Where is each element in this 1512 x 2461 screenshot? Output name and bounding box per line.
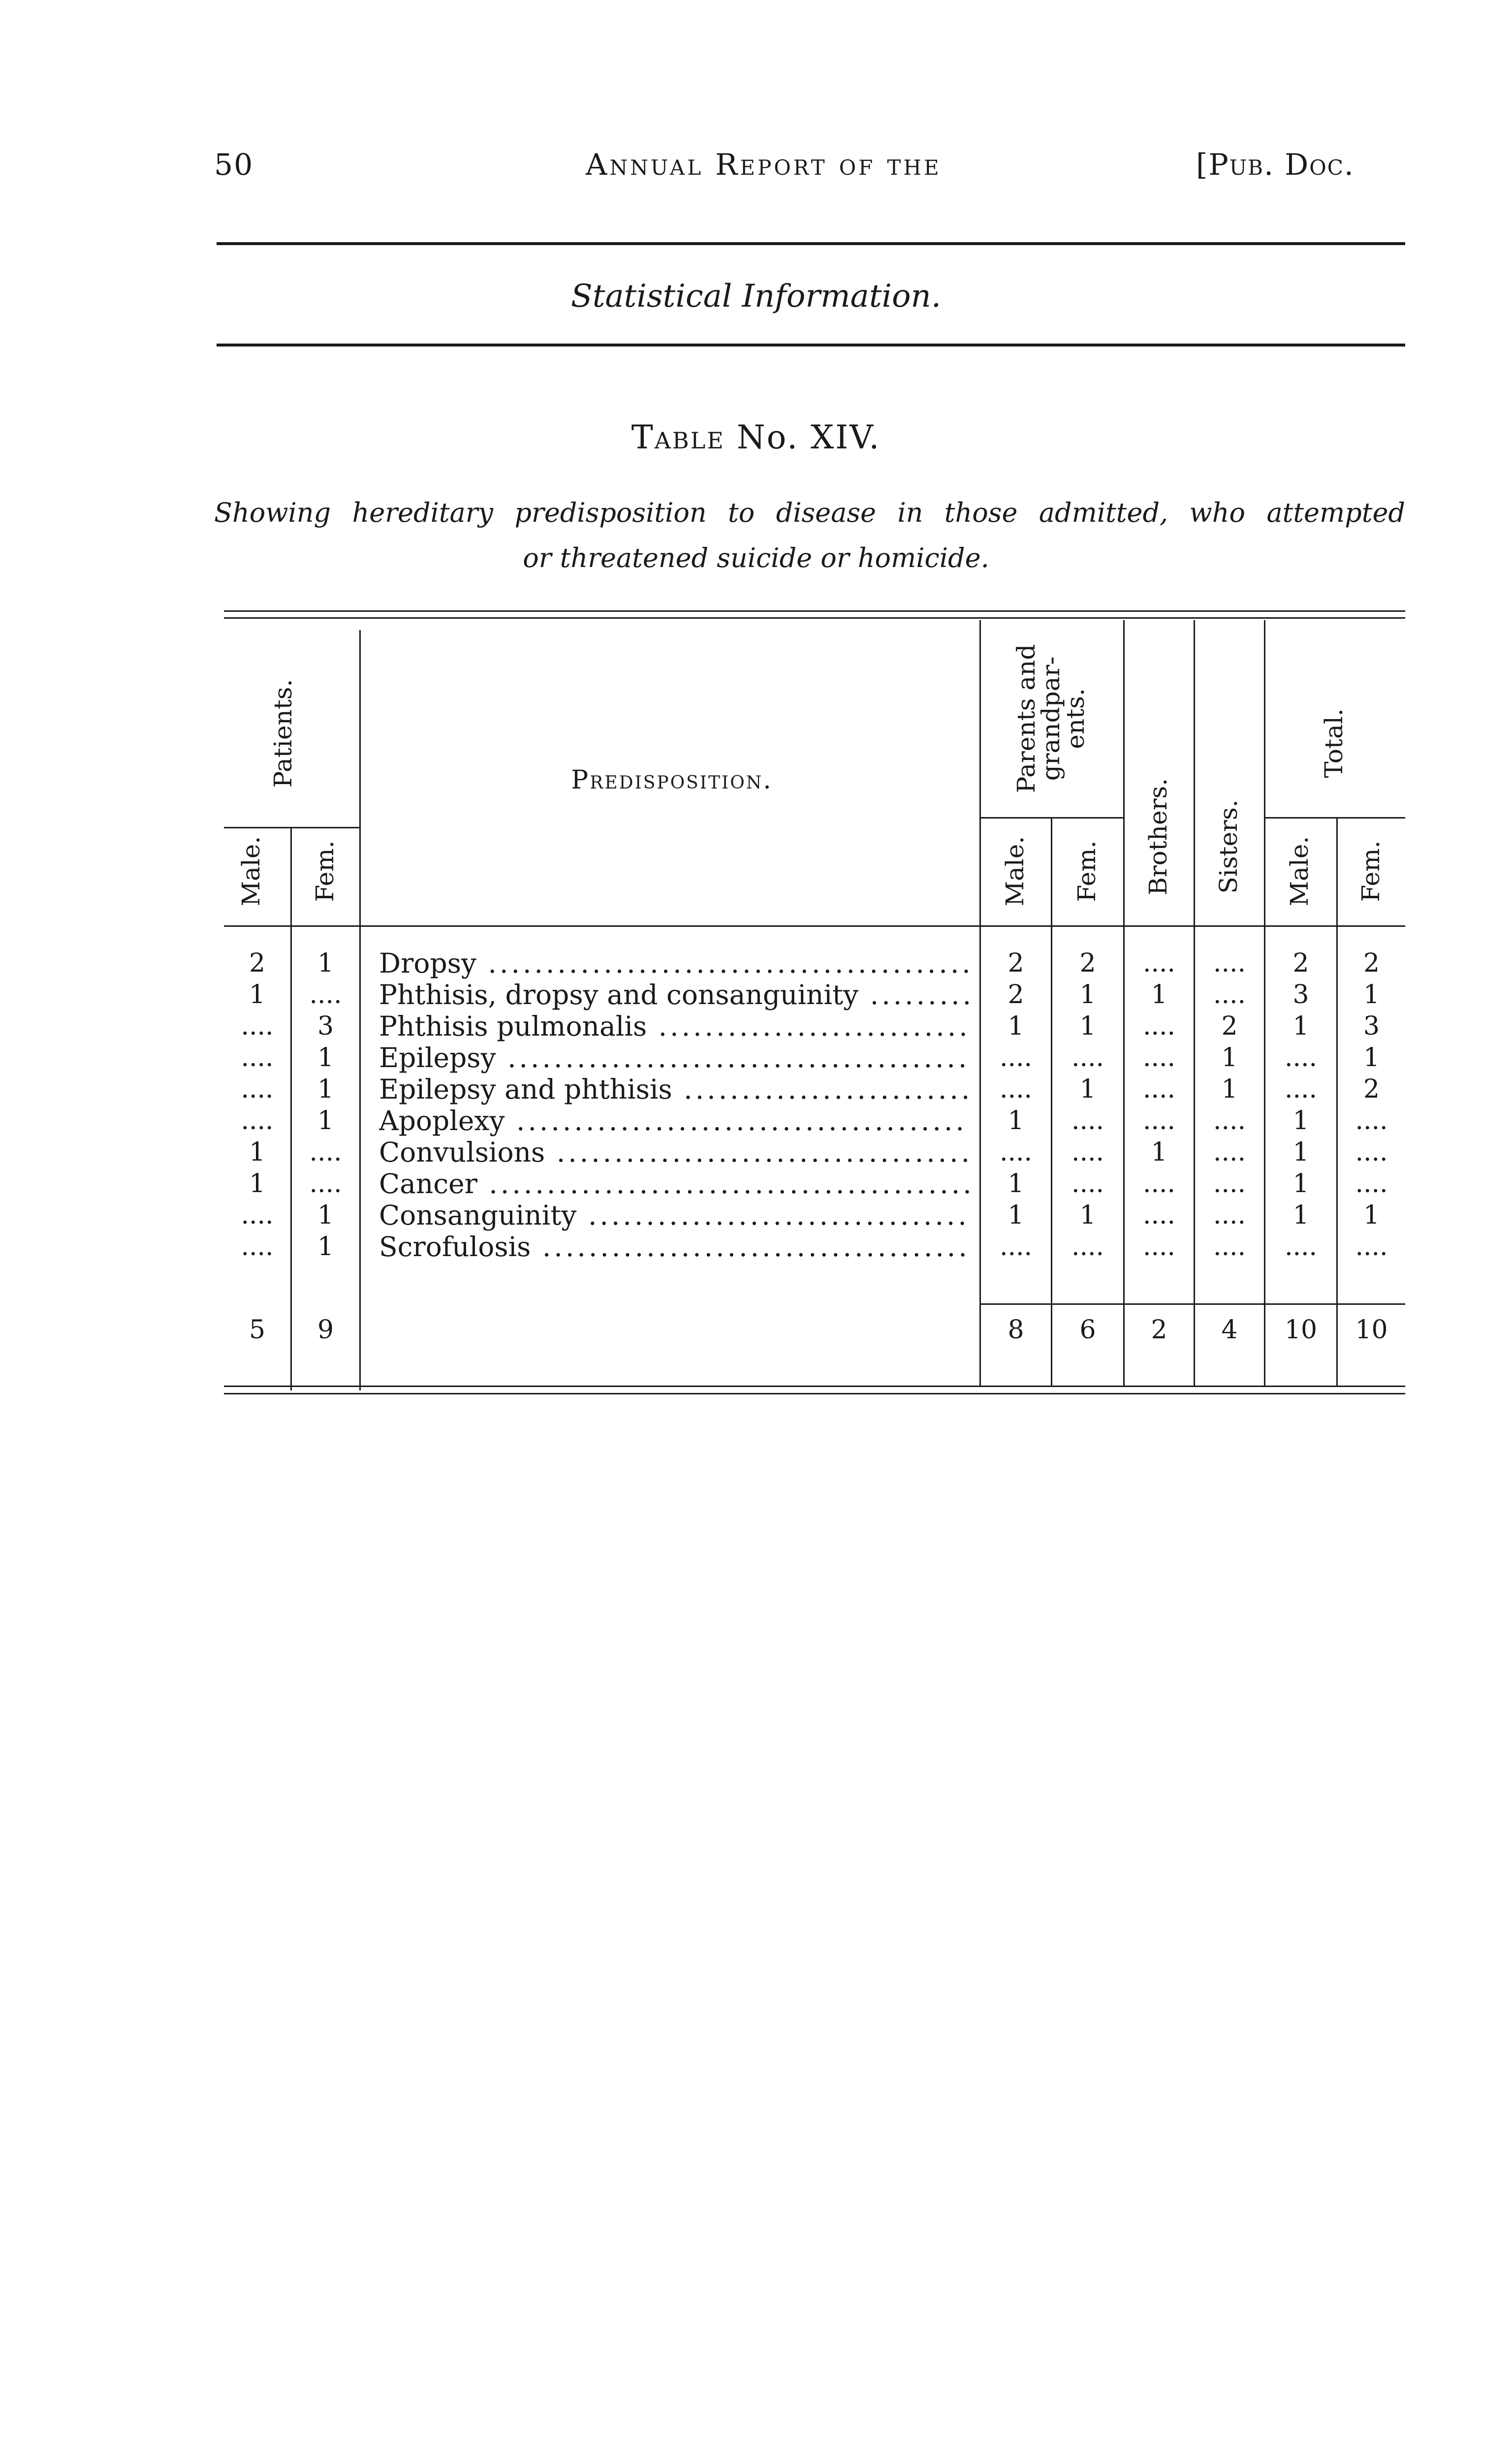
sisters-header: Sisters.	[1214, 799, 1243, 894]
cell-pm: ....	[241, 1074, 274, 1104]
cell-tm: ....	[1284, 1043, 1318, 1073]
cell-parm: 1	[1008, 1200, 1024, 1230]
cell-parf: 1	[1079, 980, 1096, 1010]
cell-bro: ....	[1142, 948, 1176, 978]
brothers-header: Brothers.	[1144, 778, 1172, 896]
cell-parf: ....	[1071, 1169, 1104, 1199]
patients-male-header: Male.	[237, 836, 265, 907]
cell-sis: ....	[1213, 980, 1246, 1010]
cell-pf: 1	[317, 1232, 334, 1262]
cell-tf: 1	[1363, 1200, 1380, 1230]
cell-parm: ....	[999, 1043, 1033, 1073]
cell-tf: 1	[1363, 1043, 1380, 1073]
top-rule	[217, 242, 1405, 245]
cell-tf: 1	[1363, 980, 1380, 1010]
cell-pf: 1	[317, 1106, 334, 1136]
patients-header: Patients.	[269, 679, 297, 788]
cell-parf: 1	[1079, 1011, 1096, 1041]
cell-pm: ....	[241, 1200, 274, 1230]
cell-bro: ....	[1142, 1011, 1176, 1041]
cell-parf: ....	[1071, 1106, 1104, 1136]
cell-parf: ....	[1071, 1043, 1104, 1073]
running-title: Annual Report of the	[586, 148, 942, 182]
cell-parf: 1	[1079, 1200, 1096, 1230]
document-reference: [Pub. Doc.	[1196, 148, 1354, 182]
total-bro: 2	[1151, 1315, 1167, 1345]
cell-pm: 1	[249, 980, 266, 1010]
cell-pf: 1	[317, 948, 334, 978]
cell-parm: 2	[1008, 980, 1024, 1010]
total-fem-header: Fem.	[1356, 840, 1385, 902]
predisposition-label: Apoplexy .....	[379, 1105, 970, 1136]
cell-pm: ....	[241, 1011, 274, 1041]
table-bottom-rule-2	[224, 1393, 1405, 1394]
total-parm: 8	[1008, 1315, 1024, 1345]
header-bottom-rule	[224, 925, 1405, 927]
predisposition-label: Cancer .....	[379, 1168, 970, 1199]
cell-sis: ....	[1213, 1232, 1246, 1262]
parents-male-header: Male.	[1001, 836, 1029, 907]
total-subheader-rule	[1264, 817, 1405, 819]
cell-tm: 2	[1292, 948, 1309, 978]
total-pm: 5	[249, 1315, 266, 1345]
cell-bro: ....	[1142, 1200, 1176, 1230]
cell-parm: 1	[1008, 1106, 1024, 1136]
cell-pm: 1	[249, 1137, 266, 1167]
table-title-number: No. XIV.	[736, 418, 881, 456]
cell-sis: ....	[1213, 1137, 1246, 1167]
cell-bro: ....	[1142, 1043, 1176, 1073]
cell-parm: ....	[999, 1074, 1033, 1104]
table-title-label: Table	[631, 418, 725, 456]
section-title: Statistical Information.	[570, 278, 942, 315]
cell-parm: 1	[1008, 1011, 1024, 1041]
cell-tm: 1	[1292, 1137, 1309, 1167]
cell-sis: 1	[1221, 1074, 1238, 1104]
cell-tm: 1	[1292, 1169, 1309, 1199]
cell-parm: 1	[1008, 1169, 1024, 1199]
table-caption-line-2: or threatened suicide or homicide.	[523, 542, 989, 573]
total-tm: 10	[1284, 1315, 1318, 1345]
cell-tf: ....	[1355, 1232, 1388, 1262]
subtotal-rule	[979, 1303, 1405, 1305]
cell-tm: 1	[1292, 1106, 1309, 1136]
table-title	[0, 418, 1512, 456]
cell-parm: 2	[1008, 948, 1024, 978]
cell-bro: ....	[1142, 1074, 1176, 1104]
total-tf: 10	[1355, 1315, 1388, 1345]
cell-tm: 3	[1292, 980, 1309, 1010]
cell-tm: ....	[1284, 1232, 1318, 1262]
cell-parf: ....	[1071, 1137, 1104, 1167]
predisposition-label: Dropsy .....	[379, 947, 970, 979]
cell-sis: ....	[1213, 948, 1246, 978]
predisposition-header: Predisposition.	[571, 765, 773, 795]
cell-pf: 1	[317, 1074, 334, 1104]
cell-pf: 3	[317, 1011, 334, 1041]
cell-tf: 3	[1363, 1011, 1380, 1041]
predisposition-label: Epilepsy and phthisis .....	[379, 1073, 970, 1105]
col-rule	[359, 630, 361, 1390]
predisposition-label: Phthisis pulmonalis .....	[379, 1010, 970, 1042]
cell-pf: ....	[309, 980, 342, 1010]
table-top-rule-2	[224, 617, 1405, 619]
cell-pm: 1	[249, 1169, 266, 1199]
cell-tm: 1	[1292, 1011, 1309, 1041]
page-number: 50	[214, 148, 254, 182]
cell-bro: ....	[1142, 1106, 1176, 1136]
cell-pm: ....	[241, 1043, 274, 1073]
cell-pm: ....	[241, 1232, 274, 1262]
cell-tf: ....	[1355, 1169, 1388, 1199]
cell-bro: 1	[1151, 980, 1167, 1010]
cell-sis: ....	[1213, 1169, 1246, 1199]
predisposition-label: Convulsions .....	[379, 1136, 970, 1168]
cell-bro: 1	[1151, 1137, 1167, 1167]
cell-tm: ....	[1284, 1074, 1318, 1104]
predisposition-label: Consanguinity .....	[379, 1199, 970, 1231]
cell-sis: 1	[1221, 1043, 1238, 1073]
cell-sis: ....	[1213, 1106, 1246, 1136]
cell-parf: 2	[1079, 948, 1096, 978]
cell-bro: ....	[1142, 1232, 1176, 1262]
cell-pf: 1	[317, 1043, 334, 1073]
cell-pf: 1	[317, 1200, 334, 1230]
cell-pf: ....	[309, 1169, 342, 1199]
parents-fem-header: Fem.	[1072, 840, 1101, 902]
cell-bro: ....	[1142, 1169, 1176, 1199]
table-caption-line-1: Showing hereditary predisposition to disease in those admitted, who attempted	[214, 497, 1405, 528]
cell-parm: ....	[999, 1137, 1033, 1167]
cell-parf: 1	[1079, 1074, 1096, 1104]
total-male-header: Male.	[1285, 836, 1314, 907]
cell-sis: 2	[1221, 1011, 1238, 1041]
total-parf: 6	[1079, 1315, 1096, 1345]
cell-parf: ....	[1071, 1232, 1104, 1262]
cell-tm: 1	[1292, 1200, 1309, 1230]
total-pf: 9	[317, 1315, 334, 1345]
cell-pm: 2	[249, 948, 266, 978]
section-rule	[217, 344, 1405, 347]
patients-fem-header: Fem.	[311, 840, 339, 902]
predisposition-label: Phthisis, dropsy and consanguinity .....	[379, 979, 970, 1010]
cell-sis: ....	[1213, 1200, 1246, 1230]
cell-tf: 2	[1363, 948, 1380, 978]
cell-tf: 2	[1363, 1074, 1380, 1104]
total-header: Total.	[1320, 708, 1348, 778]
table-top-rule	[224, 610, 1405, 612]
cell-tf: ....	[1355, 1106, 1388, 1136]
table-bottom-rule	[224, 1386, 1405, 1387]
cell-parm: ....	[999, 1232, 1033, 1262]
total-sis: 4	[1221, 1315, 1238, 1345]
cell-pm: ....	[241, 1106, 274, 1136]
parents-header: Parents and grandpar- ents.	[1012, 644, 1090, 793]
predisposition-label: Epilepsy .....	[379, 1042, 970, 1073]
predisposition-label: Scrofulosis .....	[379, 1231, 970, 1262]
cell-tf: ....	[1355, 1137, 1388, 1167]
cell-pf: ....	[309, 1137, 342, 1167]
